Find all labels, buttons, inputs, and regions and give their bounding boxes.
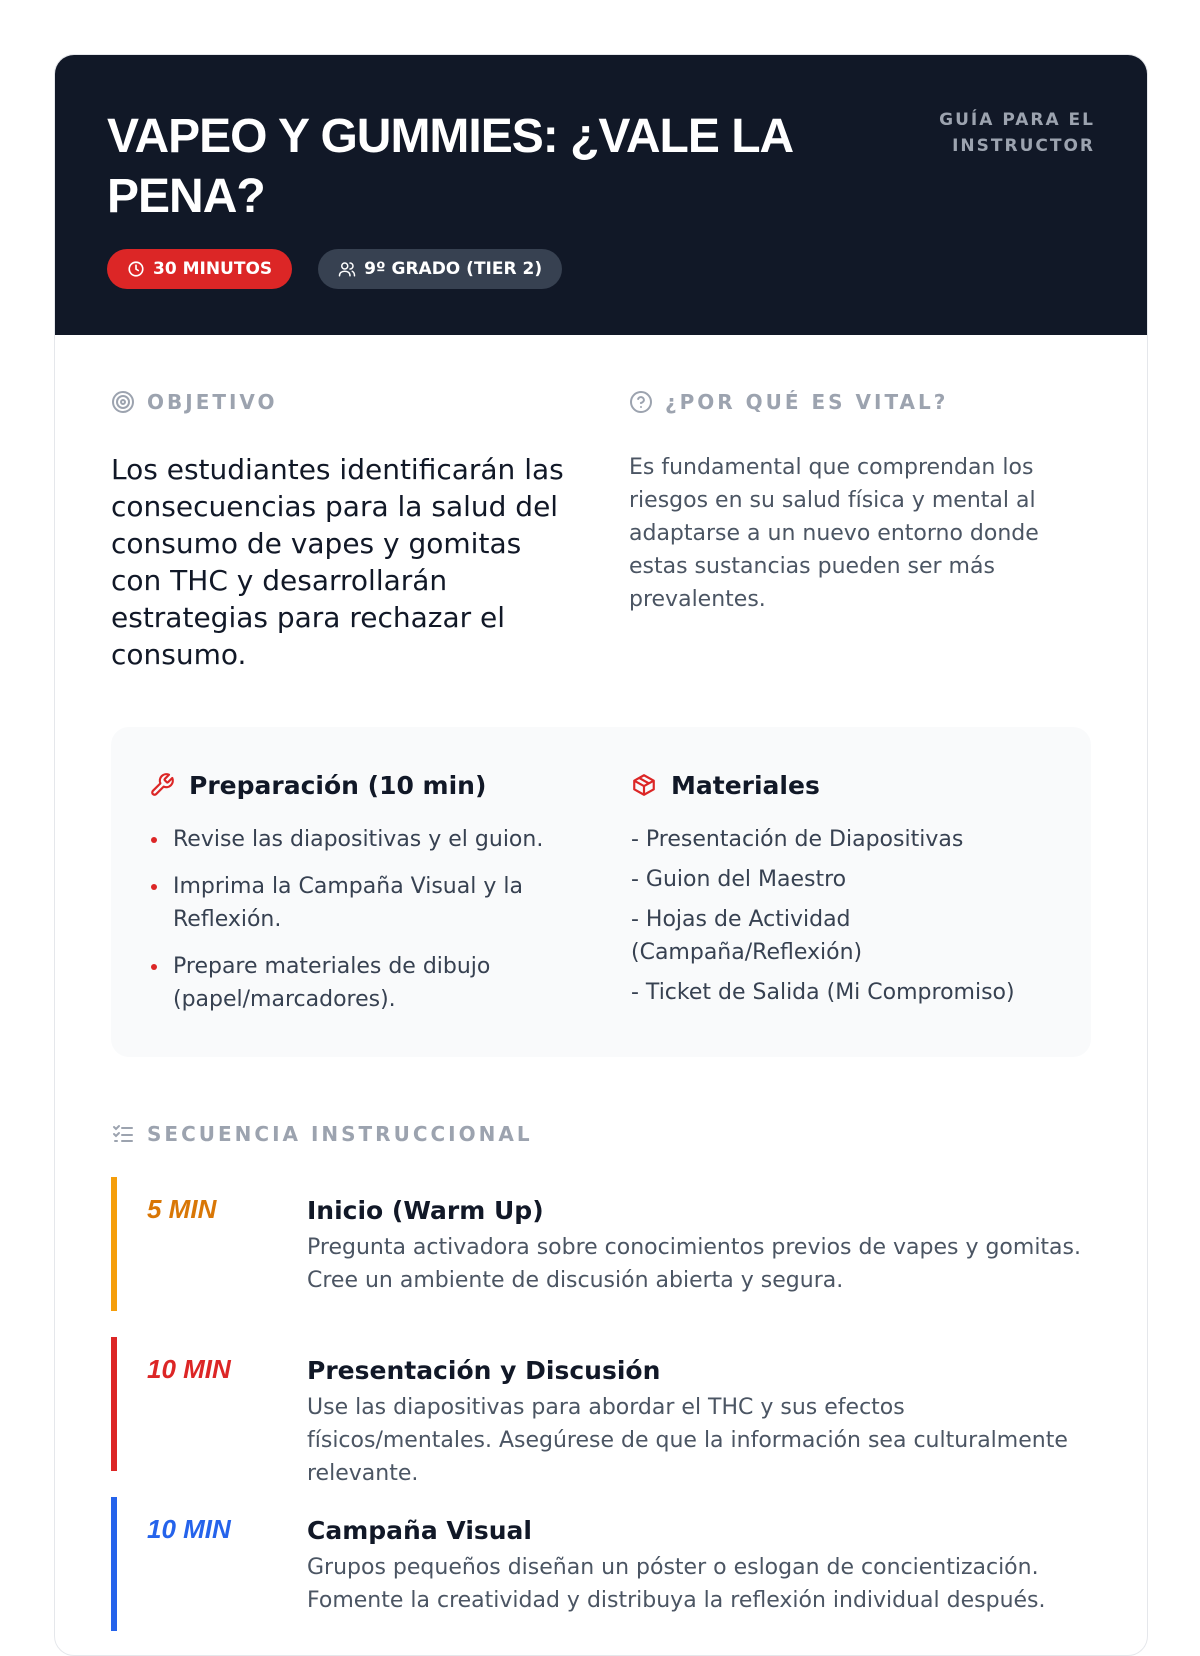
target-icon xyxy=(111,390,135,414)
objective-label: OBJETIVO xyxy=(147,390,278,414)
duration-label: 30 MINUTOS xyxy=(153,259,273,279)
list-item: Imprima la Campaña Visual y la Reflexión. xyxy=(149,870,571,936)
objective-text: Los estudiantes identificarán las consecuencias para la salud del consumo de vapes y gomitas con THC y desarrollarán estrategias para rechazar el consumo. xyxy=(111,453,564,671)
step-title: Presentación y Discusión xyxy=(307,1356,661,1385)
wrench-icon xyxy=(149,772,175,798)
grade-badge xyxy=(318,249,562,289)
header xyxy=(55,55,1147,335)
step-body xyxy=(307,1193,1091,1311)
question-icon xyxy=(629,390,653,414)
materials-title: Materiales xyxy=(671,770,820,800)
why-text: Es fundamental que comprendan los riesgos en su salud física y mental al adaptarse a un nuevo entorno donde estas sustancias pueden ser más prevalentes. xyxy=(629,455,1039,612)
step-time: 10 MIN xyxy=(147,1514,231,1544)
why-label: ¿POR QUÉ ES VITAL? xyxy=(665,390,949,414)
preparation-section xyxy=(149,767,571,1017)
preparation-heading xyxy=(149,767,571,803)
preparation-list xyxy=(149,823,571,1016)
step-title: Inicio (Warm Up) xyxy=(307,1196,544,1225)
step-description: Grupos pequeños diseñan un póster o eslogan de concientización. Fomente la creatividad y distribuya la reflexión individual después. xyxy=(307,1555,1046,1613)
clock-icon xyxy=(127,260,145,278)
list-item: - Ticket de Salida (Mi Compromiso) xyxy=(631,980,1015,1005)
materials-section xyxy=(631,767,1053,1017)
instructor-guide-card xyxy=(54,54,1148,1656)
list-item: - Presentación de Diapositivas xyxy=(631,827,964,852)
step-description: Use las diapositivas para abordar el THC y sus efectos físicos/mentales. Asegúrese de que la información sea culturalmente relevante. xyxy=(307,1395,1068,1486)
preparation-box xyxy=(111,727,1091,1057)
list-item: Revise las diapositivas y el guion. xyxy=(149,823,571,856)
objective-section xyxy=(111,387,573,673)
checklist-icon xyxy=(111,1122,135,1146)
list-item: - Hojas de Actividad (Campaña/Reflexión) xyxy=(631,907,863,965)
badge-row xyxy=(107,249,1095,289)
step-description: Pregunta activadora sobre conocimientos previos de vapes y gomitas. Cree un ambiente de discusión abierta y segura. xyxy=(307,1235,1081,1293)
objective-grid xyxy=(55,335,1147,673)
duration-badge xyxy=(107,249,292,289)
materials-heading xyxy=(631,767,1053,803)
list-item: Prepare materiales de dibujo (papel/marcadores). xyxy=(149,950,571,1016)
timeline xyxy=(111,1177,1091,1631)
grade-label: 9º GRADO (TIER 2) xyxy=(364,259,543,279)
sequence-heading xyxy=(111,1119,1091,1149)
step-body xyxy=(307,1513,1091,1631)
step-time: 10 MIN xyxy=(147,1354,231,1384)
step-time: 5 MIN xyxy=(147,1194,217,1224)
list-item: - Guion del Maestro xyxy=(631,867,847,892)
page-title: VAPEO Y GUMMIES: ¿VALE LA PENA? xyxy=(107,110,792,223)
users-icon xyxy=(338,260,356,278)
why-heading xyxy=(629,387,1091,417)
step-body xyxy=(307,1353,1091,1486)
timeline-step xyxy=(111,1497,1091,1631)
materials-list xyxy=(631,823,1053,1009)
why-section xyxy=(629,387,1091,673)
step-title: Campaña Visual xyxy=(307,1516,532,1545)
sequence-label: SECUENCIA INSTRUCCIONAL xyxy=(147,1122,533,1146)
timeline-step xyxy=(111,1177,1091,1311)
timeline-step xyxy=(111,1337,1091,1486)
guide-label: GUÍA PARA EL INSTRUCTOR xyxy=(939,110,1095,156)
objective-heading xyxy=(111,387,573,417)
box-icon xyxy=(631,772,657,798)
preparation-title: Preparación (10 min) xyxy=(189,770,487,800)
